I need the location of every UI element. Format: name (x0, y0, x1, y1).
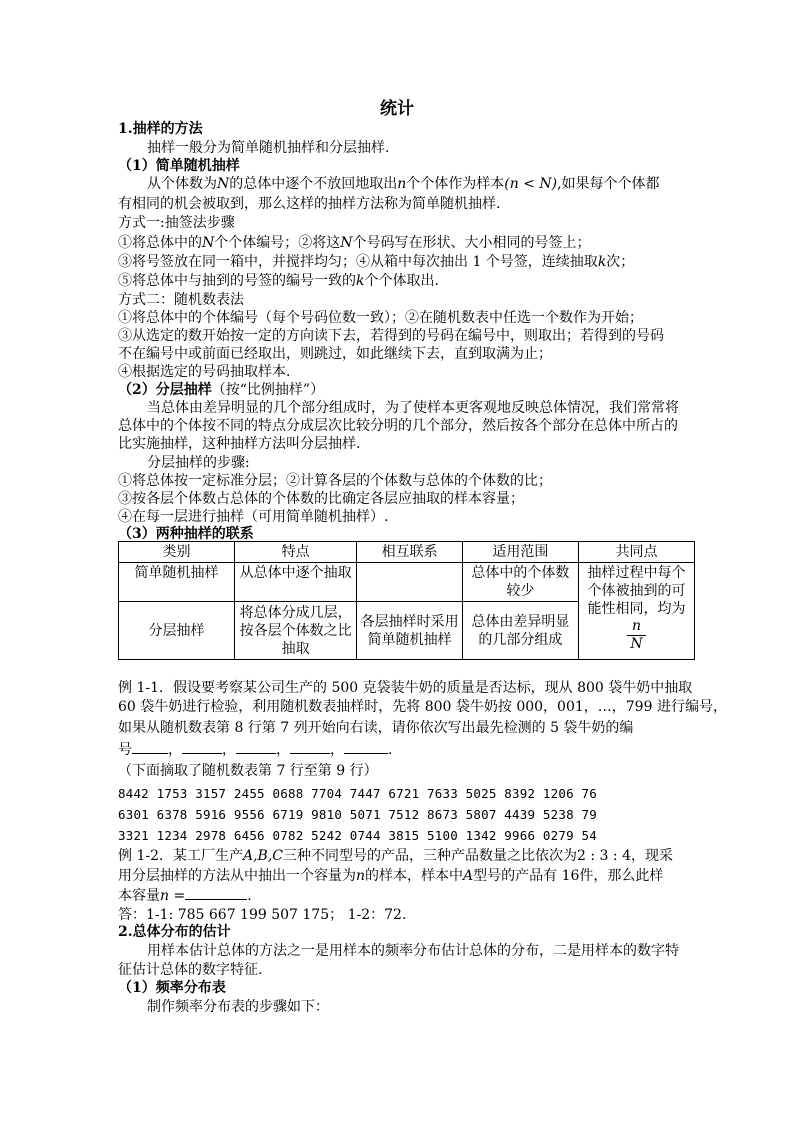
math-var: n (356, 868, 366, 884)
list-line: ③从选定的数开始按一定的方向读下去，若得到的号码在编号中，则取出；若得到的号码 (118, 328, 664, 344)
math-expr: n = (160, 888, 186, 904)
text: ⑤将总体中与抽到的号签的编号一致的 (118, 273, 356, 289)
table-cell: 简单随机抽样 (119, 563, 235, 602)
math-var: k (356, 273, 365, 289)
text: 次； (606, 254, 635, 270)
table-header-cell: 类别 (119, 542, 235, 563)
fraction-denominator: N (630, 636, 643, 652)
table-cell: 各层抽样时采用简单随机抽样 (357, 602, 463, 660)
table-cell: 分层抽样 (119, 602, 235, 660)
paragraph-line: 用样本估计总体的方法之一是用样本的频率分布估计总体的分布，二是用样本的数字特 (147, 943, 679, 959)
subsection-heading: （3）两种抽样的联系 (118, 526, 254, 542)
example-line: 例 1-1．假设要考察某公司生产的 500 克袋装牛奶的质量是否达标，现从 800 袋牛奶中抽取 (118, 680, 693, 696)
list-line: ③按各层个体数占总体的个体数的比确定各层应抽取的样本容量； (118, 491, 524, 507)
math-var: A (463, 868, 474, 884)
answer-line: 答：1-1: 785 667 199 507 175； 1-2：72. (118, 907, 407, 923)
text: 例 1-2．某工厂生产 (118, 848, 243, 864)
comparison-table (118, 541, 695, 660)
text: ③将号签放在同一箱中，并搅拌均匀；④从箱中每次抽出 1 个号签，连续抽取 (118, 254, 598, 270)
answer-blank (344, 741, 388, 754)
example-line: 号 ， ， ， ， . (118, 742, 393, 758)
text: 用分层抽样的方法从中抽出一个容量为 (118, 868, 356, 884)
example-note: （下面摘取了随机数表第 7 行至第 9 行） (118, 763, 378, 779)
subsection-heading: （1）简单随机抽样 (118, 158, 240, 174)
table-row (119, 563, 695, 602)
table-cell: 从总体中逐个抽取 (235, 563, 357, 602)
list-line: ④在每一层进行抽样（可用简单随机抽样）. (118, 509, 389, 525)
text: 个个体编号；②将这 (214, 235, 341, 251)
table-header-cell: 特点 (235, 542, 357, 563)
text: ,如果每个个体都 (557, 176, 660, 192)
list-line: ④根据选定的号码抽取样本. (118, 364, 291, 380)
answer-blank (182, 741, 222, 754)
paragraph: 抽样一般分为简单随机抽样和分层抽样. (147, 140, 390, 156)
method-heading: 方式二：随机数表法 (118, 292, 244, 308)
text: 型号的产品有 16件，那么此样 (473, 868, 664, 884)
text: 本容量 (118, 888, 160, 904)
example-line (118, 887, 252, 905)
subsection-heading (118, 381, 324, 399)
table-header-cell: 共同点 (578, 542, 694, 563)
text: （2）分层抽样 (118, 382, 212, 398)
text: 个个体取出. (364, 273, 439, 289)
table-cell (357, 563, 463, 602)
table-header-row (119, 542, 695, 563)
text: 三种不同型号的产品，三种产品数量之比依次为 (283, 848, 578, 864)
list-line: ①将总体按一定标准分层；②计算各层的个体数与总体的个体数的比； (118, 473, 552, 489)
list-line: 不在编号中或前面已经取出，则跳过，如此继续下去，直到取满为止； (118, 346, 552, 362)
math-var: N (217, 176, 230, 192)
paragraph-line: 制作频率分布表的步骤如下： (147, 999, 329, 1015)
paragraph-line: 征估计总体的数字特征. (118, 962, 263, 978)
list-line: ①将总体中的个体编号（每个号码位数一致）；②在随机数表中任选一个数作为开始； (118, 310, 643, 326)
text: 个号码写在形状、大小相同的号签上； (352, 235, 591, 251)
example-line (118, 867, 663, 885)
text: 的样本，样本中 (365, 868, 464, 884)
answer-blank (185, 887, 247, 900)
paragraph-line: 总体中的个体按不同的特点分成层次比较分明的几个部分，然后按各个部分在总体中所占的 (118, 418, 678, 434)
paragraph-line: 分层抽样的步骤: (147, 455, 250, 471)
math-var: k (597, 254, 607, 270)
math-var: N (202, 235, 215, 251)
answer-blank (132, 741, 168, 754)
math-var: n (397, 176, 407, 192)
random-number-row: 8442 1753 3157 2455 0688 7704 7447 6721 7633 5025 8392 1206 76 (118, 786, 597, 801)
section-heading-distribution: 2.总体分布的估计 (118, 924, 231, 940)
page-title: 统计 (380, 99, 414, 119)
paragraph-line: 比实施抽样，这种抽样方法叫分层抽样. (118, 436, 361, 452)
math-var: N (340, 235, 353, 251)
table-cell: 总体中的个体数较少 (462, 563, 578, 602)
table-cell-common (578, 563, 694, 660)
list-line (118, 253, 634, 271)
random-number-row: 6301 6378 5916 9556 6719 9810 5071 7512 8673 5807 4439 5238 79 (118, 807, 597, 822)
table-header-cell: 相互联系 (357, 542, 463, 563)
text: （按“比例抽样”） (211, 382, 325, 398)
paragraph-line: 有相同的机会被取到，那么这样的抽样方法称为简单随机抽样. (118, 196, 501, 212)
paragraph-line (147, 175, 660, 193)
answer-blank (290, 741, 330, 754)
text: ①将总体中的 (118, 235, 202, 251)
example-line: 60 袋牛奶进行检验，利用随机数表抽样时，先将 800 袋牛奶按 000，001，…，799 进行编号， (118, 699, 727, 715)
math-expr: 2 : 3 : 4 (577, 848, 631, 864)
example-line: 如果从随机数表第 8 行第 7 列开始向右读，请你依次写出最先检测的 5 袋牛奶的编 (118, 720, 634, 736)
section-heading-sampling: 1.抽样的方法 (118, 121, 203, 137)
text: 个个体作为样本 (406, 176, 505, 192)
table-cell: 总体由差异明显的几部分组成 (462, 602, 578, 660)
text: 号 (118, 742, 132, 758)
list-line (118, 234, 591, 252)
subsection-heading: （1）频率分布表 (118, 980, 226, 996)
text: 抽样过程中每个个体被抽到的可能性相同，均为 (587, 565, 686, 617)
math-expr: (n < N) (504, 176, 558, 192)
table-header-cell: 适用范围 (462, 542, 578, 563)
list-line (118, 272, 439, 290)
example-line (118, 847, 673, 865)
text: 从个体数为 (147, 176, 217, 192)
math-expr: A,B,C (243, 848, 284, 864)
answer-blank (236, 741, 276, 754)
method-heading: 方式一:抽签法步骤 (118, 215, 235, 231)
table-cell: 将总体分成几层，按各层个体数之比抽取 (235, 602, 357, 660)
paragraph-line: 当总体由差异明显的几个部分组成时，为了使样本更客观地反映总体情况，我们常常将 (147, 400, 679, 416)
text: . (247, 888, 252, 904)
fraction-numerator: n (627, 618, 645, 636)
text: ，现采 (630, 848, 673, 864)
random-number-row: 3321 1234 2978 6456 0782 5242 0744 3815 5100 1342 9966 0279 54 (118, 828, 597, 843)
text: 的总体中逐个不放回地取出 (229, 176, 398, 192)
fraction (627, 618, 645, 653)
